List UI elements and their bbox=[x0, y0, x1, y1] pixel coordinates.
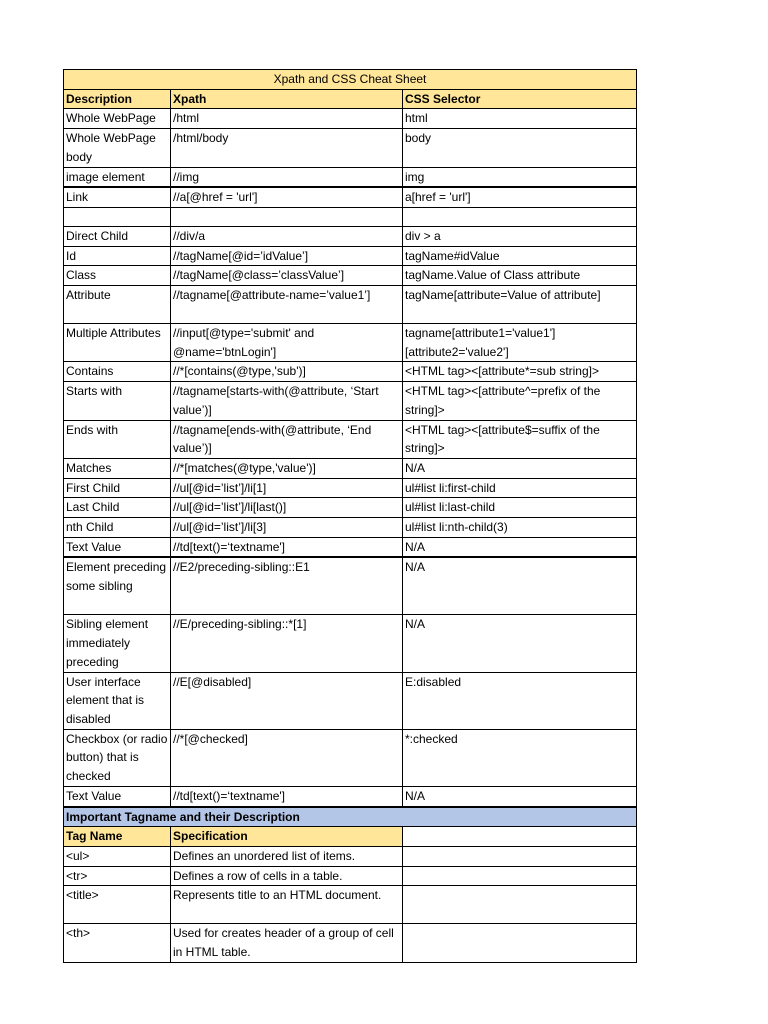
css-selector-cell: ul#list li:nth-child(3) bbox=[403, 518, 637, 538]
description-cell: Text Value bbox=[64, 537, 171, 557]
table-row bbox=[64, 615, 637, 672]
css-selector-cell: N/A bbox=[403, 537, 637, 557]
table-row bbox=[64, 362, 637, 382]
xpath-cell: //ul[@id=’list’]/li[3] bbox=[171, 518, 403, 538]
css-selector-cell: tagName#idValue bbox=[403, 246, 637, 266]
description-cell: User interface element that is disabled bbox=[64, 672, 171, 729]
xpath-cell bbox=[171, 207, 403, 226]
xpath-cell: //*[contains(@type,'sub')] bbox=[171, 362, 403, 382]
xpath-cell: //ul[@id=’list’]/li[1] bbox=[171, 478, 403, 498]
empty-cell bbox=[403, 846, 637, 866]
css-selector-cell: tagname[attribute1='value1'][attribute2='value2'] bbox=[403, 324, 637, 362]
table-row bbox=[64, 498, 637, 518]
description-cell: Id bbox=[64, 246, 171, 266]
cheat-sheet-table bbox=[63, 69, 637, 963]
table-row bbox=[64, 167, 637, 187]
description-cell: Whole WebPage body bbox=[64, 129, 171, 167]
table-row bbox=[64, 187, 637, 207]
header-row bbox=[64, 89, 637, 109]
description-cell: Text Value bbox=[64, 786, 171, 806]
header-css-selector: CSS Selector bbox=[403, 89, 637, 109]
description-cell: nth Child bbox=[64, 518, 171, 538]
table-row bbox=[64, 557, 637, 615]
tag-row bbox=[64, 924, 637, 962]
tag-spec-cell: Represents title to an HTML document. bbox=[171, 886, 403, 924]
css-selector-cell: a[href = 'url'] bbox=[403, 187, 637, 207]
xpath-cell: //E/preceding-sibling::*[1] bbox=[171, 615, 403, 672]
description-cell: Class bbox=[64, 266, 171, 286]
description-cell bbox=[64, 207, 171, 226]
header-tag-name: Tag Name bbox=[64, 827, 171, 847]
description-cell: Whole WebPage bbox=[64, 109, 171, 129]
xpath-cell: /html/body bbox=[171, 129, 403, 167]
description-cell: Element preceding some sibling bbox=[64, 557, 171, 615]
tag-row bbox=[64, 846, 637, 866]
css-selector-cell: img bbox=[403, 167, 637, 187]
xpath-cell: //E[@disabled] bbox=[171, 672, 403, 729]
css-selector-cell: N/A bbox=[403, 458, 637, 478]
xpath-cell: //td[text()=‘textname'] bbox=[171, 537, 403, 557]
xpath-cell: //a[@href = 'url'] bbox=[171, 187, 403, 207]
xpath-cell: //tagName[@class=’classValue’] bbox=[171, 266, 403, 286]
tag-spec-cell: Defines a row of cells in a table. bbox=[171, 866, 403, 886]
xpath-cell: //E2/preceding-sibling::E1 bbox=[171, 557, 403, 615]
css-selector-cell bbox=[403, 207, 637, 226]
section-title: Important Tagname and their Description bbox=[64, 807, 637, 827]
xpath-cell: //tagname[ends-with(@attribute, ‘End value’)] bbox=[171, 420, 403, 458]
description-cell: Direct Child bbox=[64, 226, 171, 246]
xpath-cell: //div/a bbox=[171, 226, 403, 246]
table-row bbox=[64, 518, 637, 538]
css-selector-cell: N/A bbox=[403, 786, 637, 806]
table-row bbox=[64, 537, 637, 557]
css-selector-cell: N/A bbox=[403, 557, 637, 615]
empty-cell bbox=[403, 866, 637, 886]
xpath-cell: //tagname[@attribute-name=’value1’] bbox=[171, 286, 403, 324]
xpath-cell: //*[matches(@type,'value')] bbox=[171, 458, 403, 478]
table-row bbox=[64, 786, 637, 806]
css-selector-cell: E:disabled bbox=[403, 672, 637, 729]
tag-spec-cell: Used for creates header of a group of cell in HTML table. bbox=[171, 924, 403, 962]
css-selector-cell: tagName.Value of Class attribute bbox=[403, 266, 637, 286]
css-selector-cell: N/A bbox=[403, 615, 637, 672]
table-row bbox=[64, 226, 637, 246]
tag-name-cell: <ul> bbox=[64, 846, 171, 866]
table-row bbox=[64, 458, 637, 478]
xpath-cell: /html bbox=[171, 109, 403, 129]
empty-cell bbox=[403, 886, 637, 924]
description-cell: Checkbox (or radio button) that is checked bbox=[64, 729, 171, 786]
table-row bbox=[64, 382, 637, 420]
table-row bbox=[64, 109, 637, 129]
xpath-cell: //tagName[@id=’idValue’] bbox=[171, 246, 403, 266]
css-selector-cell: <HTML tag><[attribute$=suffix of the string]> bbox=[403, 420, 637, 458]
table-row bbox=[64, 246, 637, 266]
table-row bbox=[64, 266, 637, 286]
description-cell: Last Child bbox=[64, 498, 171, 518]
css-selector-cell: ul#list li:first-child bbox=[403, 478, 637, 498]
description-cell: image element bbox=[64, 167, 171, 187]
css-selector-cell: html bbox=[403, 109, 637, 129]
title-row bbox=[64, 70, 637, 90]
xpath-cell: //tagname[starts-with(@attribute, ‘Start value’)] bbox=[171, 382, 403, 420]
tag-name-cell: <th> bbox=[64, 924, 171, 962]
empty-cell bbox=[403, 924, 637, 962]
cheat-sheet-body bbox=[64, 70, 637, 963]
xpath-cell: //ul[@id=’list’]/li[last()] bbox=[171, 498, 403, 518]
description-cell: Ends with bbox=[64, 420, 171, 458]
header-specification: Specification bbox=[171, 827, 403, 847]
table-row bbox=[64, 207, 637, 226]
tag-row bbox=[64, 886, 637, 924]
tag-spec-cell: Defines an unordered list of items. bbox=[171, 846, 403, 866]
tag-row bbox=[64, 866, 637, 886]
css-selector-cell: <HTML tag><[attribute*=sub string]> bbox=[403, 362, 637, 382]
table-row bbox=[64, 420, 637, 458]
tag-name-cell: <tr> bbox=[64, 866, 171, 886]
description-cell: Starts with bbox=[64, 382, 171, 420]
css-selector-cell: ul#list li:last-child bbox=[403, 498, 637, 518]
description-cell: First Child bbox=[64, 478, 171, 498]
css-selector-cell: <HTML tag><[attribute^=prefix of the string]> bbox=[403, 382, 637, 420]
description-cell: Attribute bbox=[64, 286, 171, 324]
css-selector-cell: *:checked bbox=[403, 729, 637, 786]
xpath-cell: //img bbox=[171, 167, 403, 187]
description-cell: Sibling element immediately preceding bbox=[64, 615, 171, 672]
header-empty-cell bbox=[403, 827, 637, 847]
xpath-cell: //input[@type='submit' and @name='btnLogin'] bbox=[171, 324, 403, 362]
header-xpath: Xpath bbox=[171, 89, 403, 109]
header-description: Description bbox=[64, 89, 171, 109]
section-title-row bbox=[64, 807, 637, 827]
table-row bbox=[64, 324, 637, 362]
description-cell: Contains bbox=[64, 362, 171, 382]
table-row bbox=[64, 672, 637, 729]
css-selector-cell: body bbox=[403, 129, 637, 167]
table-row bbox=[64, 129, 637, 167]
sheet-title: Xpath and CSS Cheat Sheet bbox=[64, 70, 637, 90]
description-cell: Link bbox=[64, 187, 171, 207]
css-selector-cell: div > a bbox=[403, 226, 637, 246]
description-cell: Multiple Attributes bbox=[64, 324, 171, 362]
tag-header-row bbox=[64, 827, 637, 847]
css-selector-cell: tagName[attribute=Value of attribute] bbox=[403, 286, 637, 324]
tag-name-cell: <title> bbox=[64, 886, 171, 924]
description-cell: Matches bbox=[64, 458, 171, 478]
table-row bbox=[64, 729, 637, 786]
table-row bbox=[64, 286, 637, 324]
table-row bbox=[64, 478, 637, 498]
xpath-cell: //td[text()=‘textname'] bbox=[171, 786, 403, 806]
xpath-cell: //*[@checked] bbox=[171, 729, 403, 786]
